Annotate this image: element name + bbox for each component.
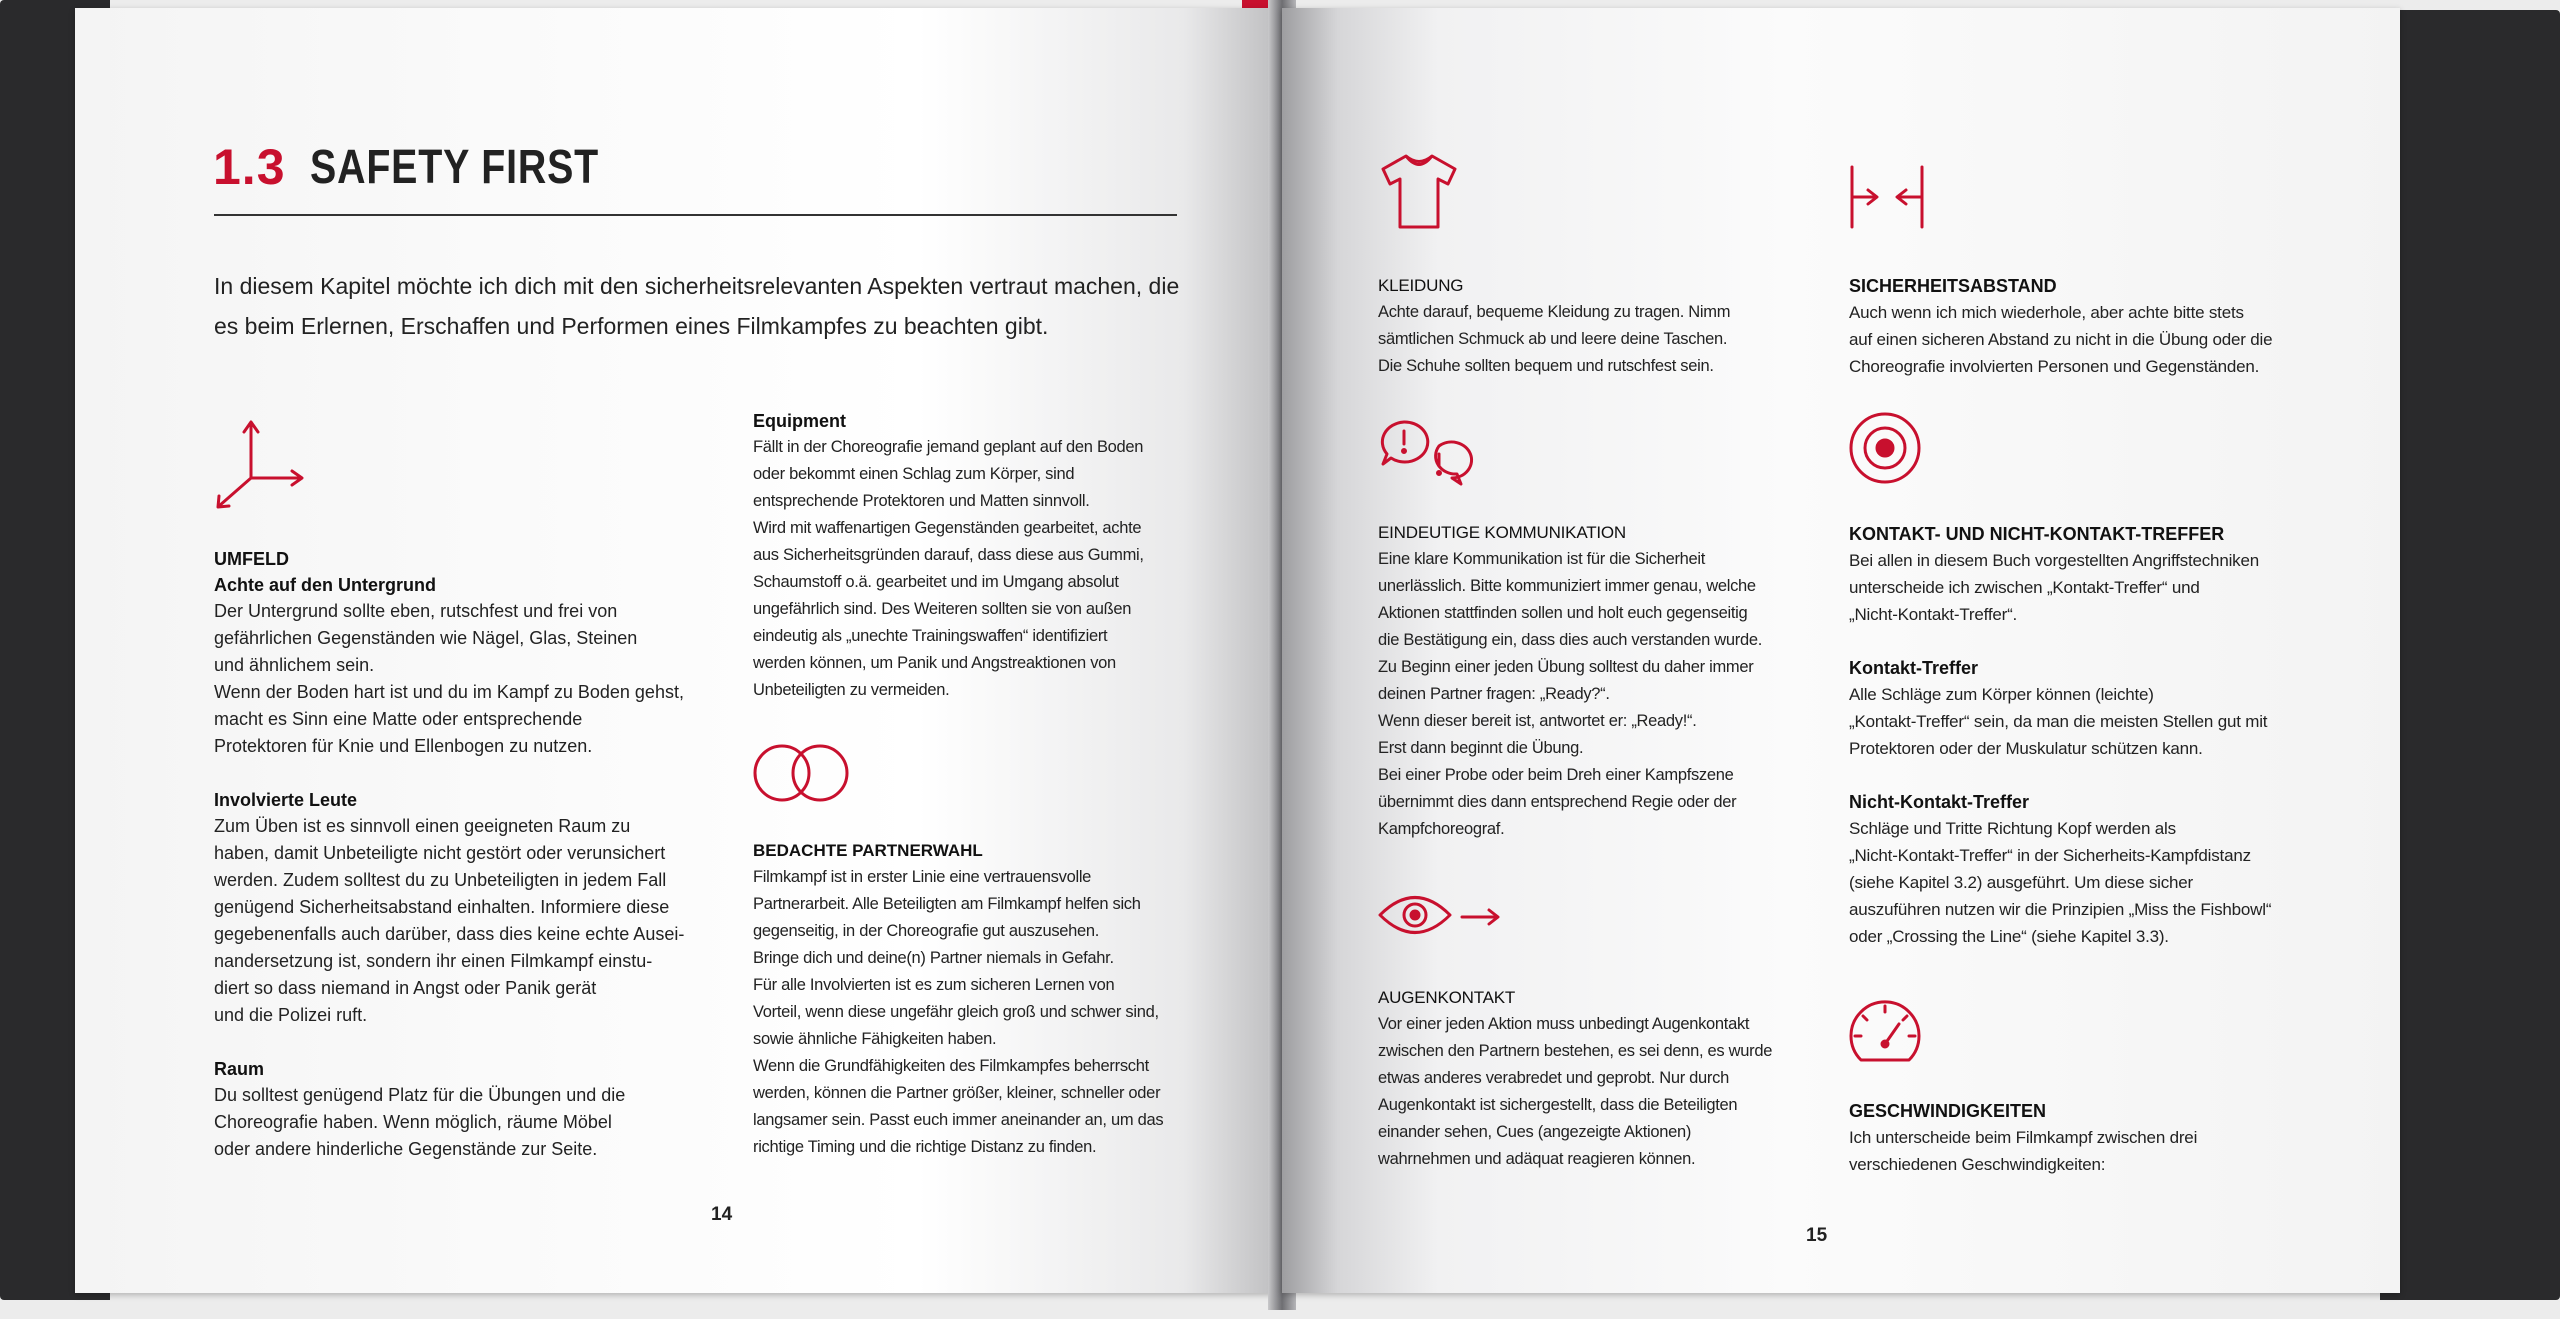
left-page <box>75 8 1280 1293</box>
book-cover-right <box>2380 10 2560 1300</box>
section-number: 1.3 <box>213 139 286 195</box>
kontakt-text: Alle Schläge zum Körper können (leichte) „Kontakt-Treffer“ sein, da man die meisten Stellen gut mit Protektoren oder der Muskulatur schützen kann. <box>1849 685 2268 758</box>
speech-bubbles-icon <box>1377 418 1467 488</box>
kommunikation-section <box>1378 520 1858 843</box>
abstand-text: Auch wenn ich mich wiederhole, aber achte bitte stets auf einen sicheren Abstand zu nicht in die Übung oder die Choreografie involvierten Personen und Gegenständen. <box>1849 303 2273 376</box>
untergrund-subheading: Achte auf den Untergrund <box>214 575 437 595</box>
page-number-right: 15 <box>1806 1225 1828 1246</box>
abstand-heading: SICHERHEITSABSTAND <box>1849 276 2057 296</box>
intro-text: In diesem Kapitel möchte ich dich mit den sicherheitsrelevanten Aspekten vertraut machen, die es beim Erlernen, Erschaffen und Performen eines Filmkampfes zu beachten gibt. <box>214 273 1180 339</box>
rings-icon <box>752 743 852 803</box>
umfeld-heading: UMFELD <box>214 549 289 569</box>
nichtkontakt-subheading: Nicht-Kontakt-Treffer <box>1849 792 2030 812</box>
partner-heading: BEDACHTE PARTNERWAHL <box>753 841 983 860</box>
equipment-heading: Equipment <box>753 411 846 431</box>
abstand-section <box>1849 273 2349 380</box>
equipment-section <box>753 408 1213 704</box>
raum-text: Du solltest genügend Platz für die Übungen und die Choreografie haben. Wenn möglich, räume Möbel oder andere hinderliche Gegenstände zur Seite. <box>214 1085 626 1159</box>
tshirt-icon <box>1379 151 1459 231</box>
axes-icon <box>213 418 308 513</box>
augenkontakt-text: Vor einer jeden Aktion muss unbedingt Augenkontakt zwischen den Partnern bestehen, es sei denn, es wurde etwas anderes verabredet und geprobt. Nur durch Augenkontakt ist sichergestellt, dass die Beteiligten einander sehen, Cues (angezeigte Aktionen) wahrnehmen und adäquat reagieren können. <box>1378 1015 1773 1168</box>
section-title: SAFETY FIRST <box>310 141 600 194</box>
umfeld-section <box>214 546 714 1163</box>
target-icon <box>1847 410 1927 490</box>
partner-text: Filmkampf ist in erster Linie eine vertrauensvolle Partnerarbeit. Alle Beteiligten am Filmkampf helfen sich gegenseitig, in der Choreografie gut auszusehen. Bringe dich und deine(n) Partner niemals in Gefahr. Für alle Involvierten ist es zum sicheren Lernen von Vorteil, wenn diese ungefähr gleich groß und schwer sind, sowie ähnliche Fähigkeiten haben. Wenn die Grundfähigkeiten des Filmkampfes beherrscht werden, können die Partner größer, kleiner, schneller oder langsamer sein. Passt euch immer aneinander an, um das richtige Timing und die richtige Distanz zu finden. <box>753 868 1164 1156</box>
treffer-section <box>1849 521 2359 950</box>
kleidung-text: Achte darauf, bequeme Kleidung zu tragen. Nimm sämtlichen Schmuck ab und leere deine Taschen. Die Schuhe sollten bequem und rutschfest sein. <box>1378 303 1731 375</box>
treffer-text: Bei allen in diesem Buch vorgestellten Angriffstechniken unterscheide ich zwischen „Kontakt-Treffer“ und „Nicht-Kontakt-Treffer“. <box>1849 551 2259 624</box>
geschwindigkeit-section <box>1849 1098 2349 1178</box>
augenkontakt-heading: AUGENKONTAKT <box>1378 988 1516 1007</box>
page-number-left: 14 <box>711 1204 733 1225</box>
kleidung-heading: KLEIDUNG <box>1378 276 1464 295</box>
partner-section <box>753 838 1233 1161</box>
treffer-heading: KONTAKT- UND NICHT-KONTAKT-TREFFER <box>1849 524 2225 544</box>
kleidung-section <box>1378 273 1838 380</box>
untergrund-text: Der Untergrund sollte eben, rutschfest und frei von gefährlichen Gegenständen wie Nägel, Glas, Steinen und ähnlichem sein. Wenn der Boden hart ist und du im Kampf zu Boden gehst, macht es Sinn eine Matte oder entsprechende Protektoren für Knie und Ellenbogen zu nutzen. <box>214 601 684 756</box>
leute-subheading: Involvierte Leute <box>214 790 358 810</box>
nichtkontakt-text: Schläge und Tritte Richtung Kopf werden als „Nicht-Kontakt-Treffer“ in der Sicherheits-Kampfdistanz (siehe Kapitel 3.2) ausgeführt. Um diese sicher auszuführen nutzen wir die Prinzipien „Miss the Fishbowl“ oder „Crossing the Line“ (siehe Kapitel 3.3). <box>1849 819 2272 946</box>
right-page <box>1282 8 2400 1293</box>
title-rule <box>214 214 1177 216</box>
geschwindigkeit-heading: GESCHWINDIGKEITEN <box>1849 1101 2047 1121</box>
raum-subheading: Raum <box>214 1059 265 1079</box>
kommunikation-heading: EINDEUTIGE KOMMUNIKATION <box>1378 523 1627 542</box>
augenkontakt-section <box>1378 985 1858 1173</box>
kommunikation-text: Eine klare Kommunikation ist für die Sicherheit unerlässlich. Bitte kommuniziert immer genau, welche Aktionen stattfinden sollen und holt euch gegenseitig die Bestätigung ein, dass dies auch verstanden wurde. Zu Beginn einer jeden Übung solltest du daher immer deinen Partner fragen: „Ready?“. Wenn dieser bereit ist, antwortet er: „Ready!“. Erst dann beginnt die Übung. Bei einer Probe oder beim Dreh einer Kampfszene übernimmt dies dann entsprechend Regie oder der Kampfchoreograf. <box>1378 550 1763 838</box>
distance-icon <box>1848 163 1928 233</box>
eye-arrow-icon <box>1377 890 1502 940</box>
geschwindigkeit-text: Ich unterscheide beim Filmkampf zwischen drei verschiedenen Geschwindigkeiten: <box>1849 1128 2198 1174</box>
speedometer-icon <box>1847 996 1927 1076</box>
leute-text: Zum Üben ist es sinnvoll einen geeigneten Raum zu haben, damit Unbeteiligte nicht gestört oder verunsichert werden. Zudem solltest du zu Unbeteiligten in jedem Fall genügend Sicherheitsabstand einhalten. Informiere diese gegebenenfalls auch darüber, dass dies keine echte Ausei- nandersetzung ist, sondern ihr einen Filmkampf einstu- diert so dass niemand in Angst oder Panik gerät und die Polizei ruft. <box>214 816 685 1025</box>
equipment-text: Fällt in der Choreografie jemand geplant auf den Boden oder bekommt einen Schlag zum Körper, sind entsprechende Protektoren und Matten sinnvoll. Wird mit waffenartigen Gegenständen gearbeitet, achte aus Sicherheitsgründen darauf, dass diese aus Gummi, Schaumstoff o.ä. gearbeitet und im Umgang absolut ungefährlich sind. Des Weiteren sollten sie von außen eindeutig als „unechte Trainingswaffen“ identifiziert werden können, um Panik und Angstreaktionen von Unbeteiligten zu vermeiden. <box>753 438 1144 699</box>
kontakt-subheading: Kontakt-Treffer <box>1849 658 1979 678</box>
